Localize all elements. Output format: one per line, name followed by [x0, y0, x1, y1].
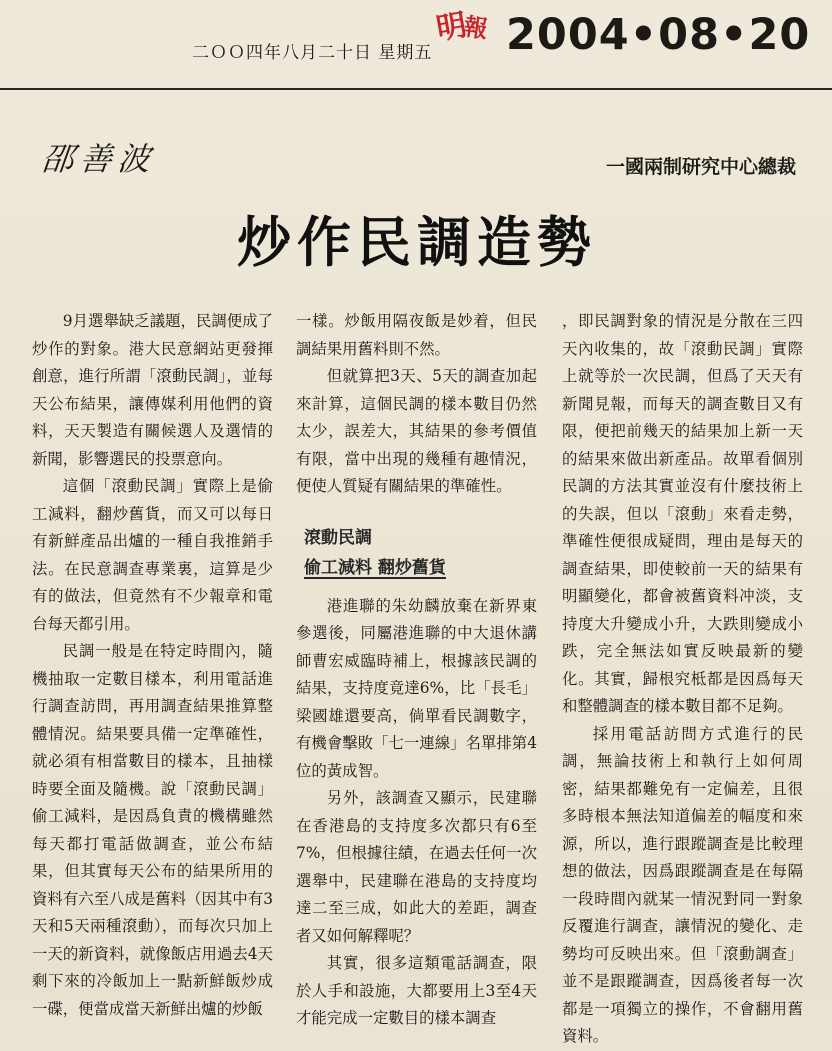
- issue-date: 2004•08•20: [506, 10, 811, 60]
- logo-char-1: 明: [433, 7, 470, 48]
- author-title-text: 一國兩制研究中心總裁: [605, 156, 796, 178]
- masthead: [0, 0, 832, 90]
- column-3: [562, 308, 803, 1051]
- paragraph: 一樣。炒飯用隔夜飯是妙着，但民調結果用舊料則不然。: [296, 312, 537, 358]
- author-title: [606, 152, 796, 179]
- subheading-line-2: 偷工減料 翻炒舊貨: [304, 557, 446, 578]
- newspaper-logo: [433, 2, 500, 48]
- headline: 炒作民調造勢: [237, 211, 597, 274]
- paragraph: 其實，很多這類電話調查，限於人手和設施，大都要用上3至4天才能完成一定數目的樣本調查: [296, 954, 537, 1027]
- paragraph: 採用電話訪問方式進行的民調，無論技術上和執行上如何周密，結果都難免有一定偏差，且很多時根本無法知道偏差的幅度和來源，所以，進行跟蹤調查是比較理想的做法，因爲跟蹤調查是在每隔一段時間內就某一情況對同一對象反覆進行調查，讓情況的變化、走勢均可反映出來。但「滾動調查」並不是跟蹤調查，因爲後者每一次都是一項獨立的操作，不會翻用舊資料。: [562, 724, 803, 1045]
- paragraph: 民調一般是在特定時間內，隨機抽取一定數目樣本，利用電話進行調查訪問，再用調查結果推算整體情況。結果要具備一定準確性，就必須有相當數目的樣本，且抽樣時要全面及隨機。說「滾動民調」偷工減料，是因爲負責的機構雖然每天都打電話做調查，並公布結果，但其實每天公布的結果所用的資料有六至八成是舊料（因其中有3天和5天兩種滾動），而每次只加上一天的新資料，就像飯店用過去4天剩下來的冷飯加上一點新鮮飯炒成一碟，便當成當天新鮮出爐的炒飯: [32, 642, 273, 1018]
- column-2: [296, 308, 537, 1033]
- paragraph: ，即民調對象的情況是分散在三四天內收集的，故「滾動民調」實際上就等於一次民調，但爲了天天有新聞見報，而每天的調查數目又有限，便把前幾天的結果加上新一天的結果來做出新產品。故單看個別民調的方法其實並沒有什麼技術上的失誤，但以「滾動」來看走勢，準確性便很成疑問，理由是每天的調查結果，即使較前一天的結果有明顯變化，都會被舊資料冲淡，支持度大升變成小升，大跌則變成小跌，完全無法如實反映最新的變化。其實，歸根究柢都是因爲每天和整體調查的樣本數目都不足夠。: [562, 312, 803, 715]
- logo-char-2: 報: [461, 11, 490, 44]
- paragraph: 但就算把3天、5天的調查加起來計算，這個民調的樣本數目仍然太少，誤差大，其結果的參考價值有限，當中出現的幾種有趣情況，便使人質疑有關結果的準確性。: [296, 367, 537, 495]
- subheading-line-1: 滾動民調: [304, 527, 372, 548]
- article: [26, 98, 808, 1045]
- paragraph: 港進聯的朱幼麟放棄在新界東參選後，同屬港進聯的中大退休講師曹宏威臨時補上，根據該民調的結果，支持度竟達6%，比「長毛」梁國雄還要高，倘單看民調數字，有機會擊敗「七一連線」名單排第4位的黃成智。: [296, 596, 537, 780]
- dateline: 二ＯＯ四年八月二十日 星期五: [192, 43, 433, 63]
- column-1: [32, 308, 273, 1023]
- paragraph: 另外，該調查又顯示，民建聯在香港島的支持度多次都只有6至7%，但根據往績，在過去任何一次選舉中，民建聯在港島的支持度均達二至三成，如此大的差距，調查者又如何解釋呢？: [296, 789, 537, 945]
- subheading: [296, 523, 537, 583]
- author-name: 邵善波: [39, 140, 158, 178]
- paragraph: 這個「滾動民調」實際上是偷工減料，翻炒舊貨，而又可以每日有新鮮產品出爐的一種自我推銷手法。在民意調查專業裏，這算是少有的做法，但竟然有不少報章和電台每天都引用。: [32, 477, 273, 633]
- paragraph: 9月選舉缺乏議題，民調便成了炒作的對象。港大民意網站更發揮創意，進行所謂「滾動民調」，並每天公布結果，讓傳媒利用他們的資料，天天製造有關候選人及選情的新聞，影響選民的投票意向。: [32, 312, 273, 468]
